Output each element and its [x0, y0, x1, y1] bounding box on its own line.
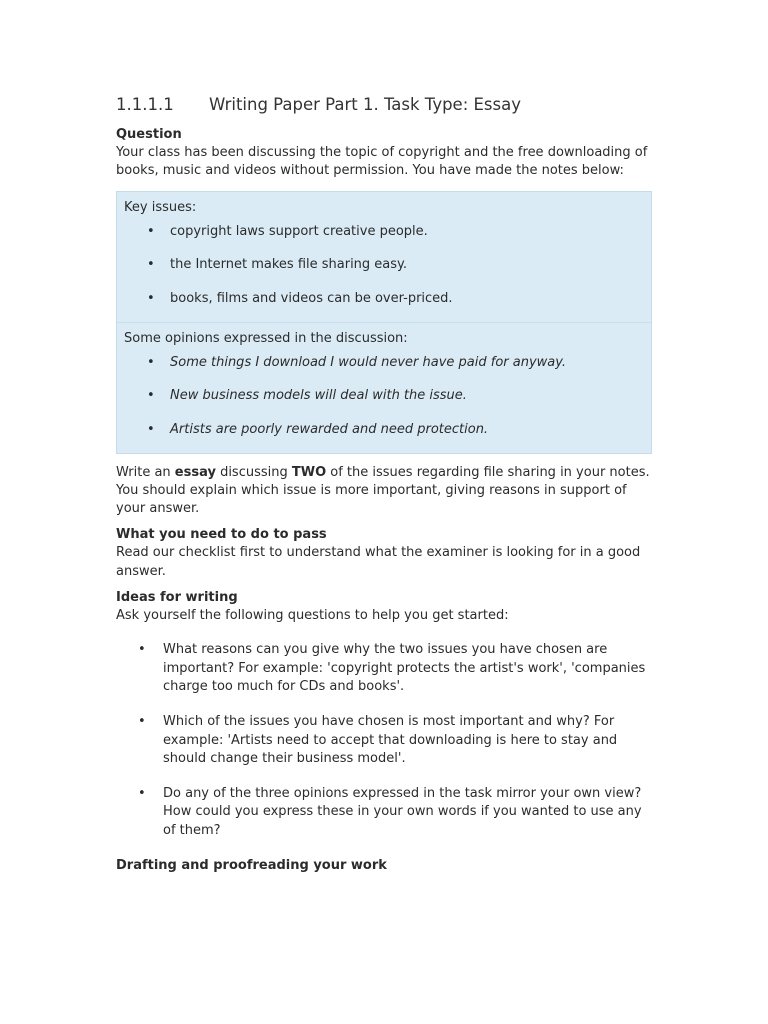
bullet-icon: • [138, 786, 146, 802]
ideas-list [116, 641, 652, 840]
bullet-icon: • [138, 714, 146, 730]
bullet-icon: • [147, 223, 155, 239]
bullet-icon: • [147, 388, 155, 404]
list-item: • Which of the issues you have chosen is most important and why? For example: 'Artists need to accept that downloading is here to stay and should change their business model'. [138, 714, 618, 766]
ideas-label: Ideas for writing [116, 590, 238, 606]
bullet-icon: • [147, 354, 155, 370]
list-item: • What reasons can you give why the two issues you have chosen are important? For example: 'copyright protects the artist's work', 'companies charge too much for CDs and books'. [138, 642, 646, 694]
list-item: • books, films and videos can be over-priced. [147, 290, 453, 306]
question-text: Your class has been discussing the topic of copyright and the free downloading of books, music and videos without permission. You have made the notes below: [116, 145, 648, 179]
opinions-list [124, 354, 643, 439]
list-item: • Some things I download I would never have paid for anyway. [147, 354, 567, 370]
section-heading [116, 94, 652, 116]
pass-label: What you need to do to pass [116, 527, 327, 543]
bullet-icon: • [147, 257, 155, 273]
ideas-text: Ask yourself the following questions to help you get started: [116, 608, 509, 624]
list-item: • copyright laws support creative people. [147, 223, 428, 239]
key-issues-list [124, 223, 643, 308]
question-label: Question [116, 127, 182, 142]
bullet-icon: • [138, 642, 146, 658]
bullet-icon: • [147, 290, 155, 306]
instruction-text: Write an essay discussing TWO of the issues regarding file sharing in your notes. You should explain which issue is more important, giving reasons in support of your answer. [116, 464, 650, 517]
bullet-icon: • [147, 421, 155, 437]
section-title: Writing Paper Part 1. Task Type: Essay [209, 95, 522, 114]
document-page [116, 94, 652, 875]
list-item: • New business models will deal with the issue. [147, 388, 467, 404]
opinions-title: Some opinions expressed in the discussion: [124, 330, 408, 346]
key-issues-title: Key issues: [124, 199, 197, 215]
key-issues-section [117, 192, 651, 322]
list-item: • Artists are poorly rewarded and need protection. [147, 421, 489, 437]
list-item: • Do any of the three opinions expressed in the task mirror your own view? How could you express these in your own words if you wanted to use any of them? [138, 786, 642, 838]
drafting-label: Drafting and proofreading your work [116, 858, 387, 874]
opinions-section [117, 322, 651, 453]
section-number: 1.1.1.1 [116, 95, 174, 114]
notes-box [116, 191, 652, 454]
list-item: • the Internet makes file sharing easy. [147, 257, 408, 273]
pass-text: Read our checklist first to understand what the examiner is looking for in a good answer. [116, 545, 641, 579]
